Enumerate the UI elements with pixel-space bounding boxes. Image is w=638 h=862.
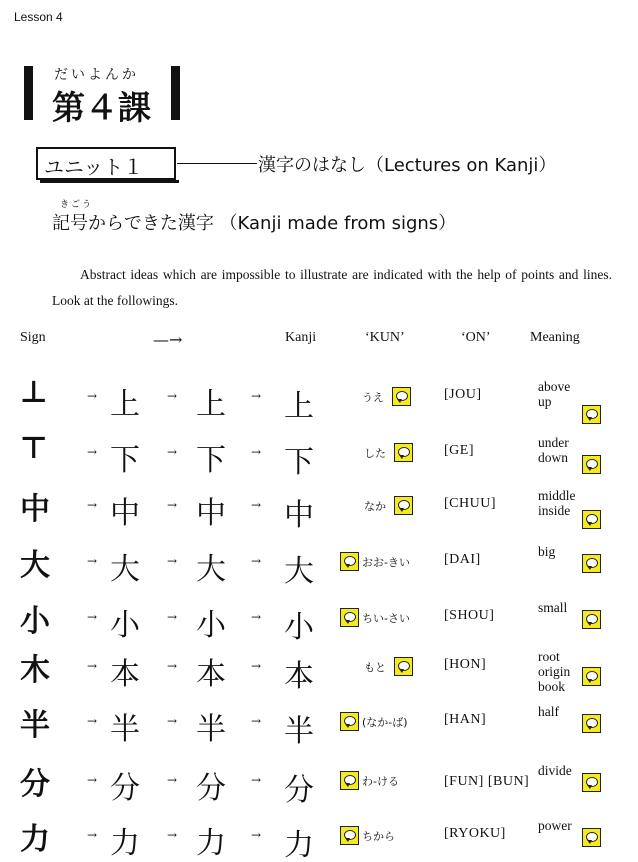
table-row (0, 596, 638, 652)
lesson-label: Lesson 4 (14, 10, 63, 24)
kun-reading: (なか-ば) (362, 716, 408, 729)
on-reading: [HON] (444, 657, 487, 672)
meaning-text: small (538, 600, 568, 615)
meaning-text: power (538, 818, 572, 833)
audio-bubble-icon[interactable] (340, 608, 359, 627)
table-row (0, 814, 638, 862)
kanji-glyph: 中 (284, 498, 314, 533)
sign-glyph: 木 (20, 653, 50, 688)
arrow-icon: → (251, 554, 262, 568)
audio-bubble-icon[interactable] (582, 610, 601, 629)
on-reading: [HAN] (444, 712, 487, 727)
arrow-icon: → (251, 610, 262, 624)
col-header-kanji: Kanji (285, 330, 317, 345)
meaning-text: above up (538, 379, 571, 409)
arrow-icon: → (251, 445, 262, 459)
sign-glyph: ⊥ (20, 375, 48, 410)
step2-glyph: 大 (196, 552, 226, 587)
sign-glyph: 大 (20, 548, 50, 583)
arrow-icon: → (167, 610, 178, 624)
step1-glyph: 下 (110, 443, 140, 478)
step1-glyph: 本 (110, 657, 140, 692)
arrow-icon: → (87, 714, 98, 728)
step2-glyph: 力 (196, 826, 226, 861)
kun-reading: わ-ける (362, 775, 399, 788)
col-header-meaning: Meaning (530, 330, 580, 345)
col-header-sign: Sign (20, 330, 46, 345)
step1-glyph: 大 (110, 552, 140, 587)
arrow-icon: → (167, 554, 178, 568)
on-reading: [FUN] [BUN] (444, 774, 530, 789)
audio-bubble-icon[interactable] (582, 554, 601, 573)
table-row (0, 700, 638, 756)
arrow-icon: → (167, 445, 178, 459)
arrow-icon: → (167, 659, 178, 673)
section-subtitle: 記号からできた漢字 （Kanji made from signs） (52, 213, 457, 234)
kanji-glyph: 下 (284, 445, 314, 480)
sign-glyph: ⊤ (20, 431, 48, 466)
audio-bubble-icon[interactable] (582, 510, 601, 529)
on-reading: [JOU] (444, 387, 482, 402)
meaning-text: big (538, 544, 556, 559)
kun-reading: した (364, 447, 386, 460)
unit-title: 漢字のはなし（Lectures on Kanji） (258, 155, 557, 176)
arrow-icon: → (251, 773, 262, 787)
kanji-glyph: 小 (284, 610, 314, 645)
arrow-icon: → (87, 445, 98, 459)
kun-reading: おお-きい (362, 556, 410, 569)
audio-bubble-icon[interactable] (340, 712, 359, 731)
meaning-text: middle inside (538, 488, 576, 518)
arrow-icon: → (251, 659, 262, 673)
arrow-icon: → (251, 714, 262, 728)
sign-glyph: 小 (20, 604, 50, 639)
on-reading: [CHUU] (444, 496, 496, 511)
kun-reading: ちから (362, 830, 395, 843)
audio-bubble-icon[interactable] (582, 667, 601, 686)
arrow-icon: → (87, 828, 98, 842)
meaning-text: root origin book (538, 649, 571, 694)
arrow-icon: → (167, 498, 178, 512)
col-header-arrow: —→ (153, 330, 183, 349)
title-bar-left (24, 66, 33, 120)
step1-glyph: 分 (110, 771, 140, 806)
page-title: 第４課 (52, 88, 151, 127)
col-header-kun: ‘KUN’ (365, 330, 405, 345)
table-row (0, 540, 638, 596)
on-reading: [GE] (444, 443, 474, 458)
table-row (0, 431, 638, 487)
audio-bubble-icon[interactable] (582, 828, 601, 847)
on-reading: [SHOU] (444, 608, 495, 623)
unit-box (36, 147, 176, 180)
audio-bubble-icon[interactable] (394, 496, 413, 515)
col-header-on: ‘ON’ (461, 330, 491, 345)
title-furigana: だいよんか (54, 67, 139, 83)
table-row (0, 375, 638, 431)
kanji-glyph: 上 (284, 389, 314, 424)
table-row (0, 759, 638, 815)
arrow-icon: → (167, 773, 178, 787)
audio-bubble-icon[interactable] (582, 455, 601, 474)
kanji-glyph: 力 (284, 828, 314, 862)
sign-glyph: 中 (20, 492, 50, 527)
audio-bubble-icon[interactable] (340, 552, 359, 571)
arrow-icon: → (87, 773, 98, 787)
audio-bubble-icon[interactable] (394, 443, 413, 462)
arrow-icon: → (167, 714, 178, 728)
step2-glyph: 本 (196, 657, 226, 692)
arrow-icon: → (251, 498, 262, 512)
audio-bubble-icon[interactable] (394, 657, 413, 676)
on-reading: [RYOKU] (444, 826, 506, 841)
title-bar-right (171, 66, 180, 120)
meaning-text: half (538, 704, 559, 719)
sign-glyph: 力 (20, 822, 50, 857)
step2-glyph: 中 (196, 496, 226, 531)
table-row (0, 645, 638, 701)
arrow-icon: → (251, 828, 262, 842)
kanji-glyph: 大 (284, 554, 314, 589)
arrow-icon: → (87, 554, 98, 568)
sign-glyph: 分 (20, 767, 50, 802)
unit-connector (177, 163, 257, 164)
audio-bubble-icon[interactable] (582, 405, 601, 424)
on-reading: [DAI] (444, 552, 481, 567)
audio-bubble-icon[interactable] (392, 387, 411, 406)
kun-reading: もと (364, 661, 386, 674)
arrow-icon: → (87, 389, 98, 403)
table-row (0, 484, 638, 540)
arrow-icon: → (251, 389, 262, 403)
meaning-text: under down (538, 435, 569, 465)
kun-reading: なか (364, 500, 386, 513)
kun-reading: ちい-さい (362, 612, 410, 625)
step1-glyph: 半 (110, 712, 140, 747)
step2-glyph: 下 (196, 443, 226, 478)
audio-bubble-icon[interactable] (340, 826, 359, 845)
step1-glyph: 中 (110, 496, 140, 531)
step2-glyph: 分 (196, 771, 226, 806)
kanji-glyph: 半 (284, 714, 314, 749)
unit-label: ユニット１ (44, 155, 144, 179)
step2-glyph: 半 (196, 712, 226, 747)
step1-glyph: 上 (110, 387, 140, 422)
step2-glyph: 上 (196, 387, 226, 422)
intro-paragraph: Abstract ideas which are impossible to illustrate are indicated with the help of points and lines. Look at the followings. (52, 267, 612, 308)
arrow-icon: → (87, 610, 98, 624)
kanji-glyph: 分 (284, 773, 314, 808)
subtitle-ruby: きごう (60, 200, 94, 210)
arrow-icon: → (167, 389, 178, 403)
kun-reading: うえ (362, 391, 384, 404)
arrow-icon: → (87, 498, 98, 512)
audio-bubble-icon[interactable] (340, 771, 359, 790)
step2-glyph: 小 (196, 608, 226, 643)
step1-glyph: 力 (110, 826, 140, 861)
sign-glyph: 半 (20, 708, 50, 743)
step1-glyph: 小 (110, 608, 140, 643)
kanji-glyph: 本 (284, 659, 314, 694)
arrow-icon: → (87, 659, 98, 673)
audio-bubble-icon[interactable] (582, 773, 601, 792)
audio-bubble-icon[interactable] (582, 714, 601, 733)
arrow-icon: → (167, 828, 178, 842)
meaning-text: divide (538, 763, 572, 778)
